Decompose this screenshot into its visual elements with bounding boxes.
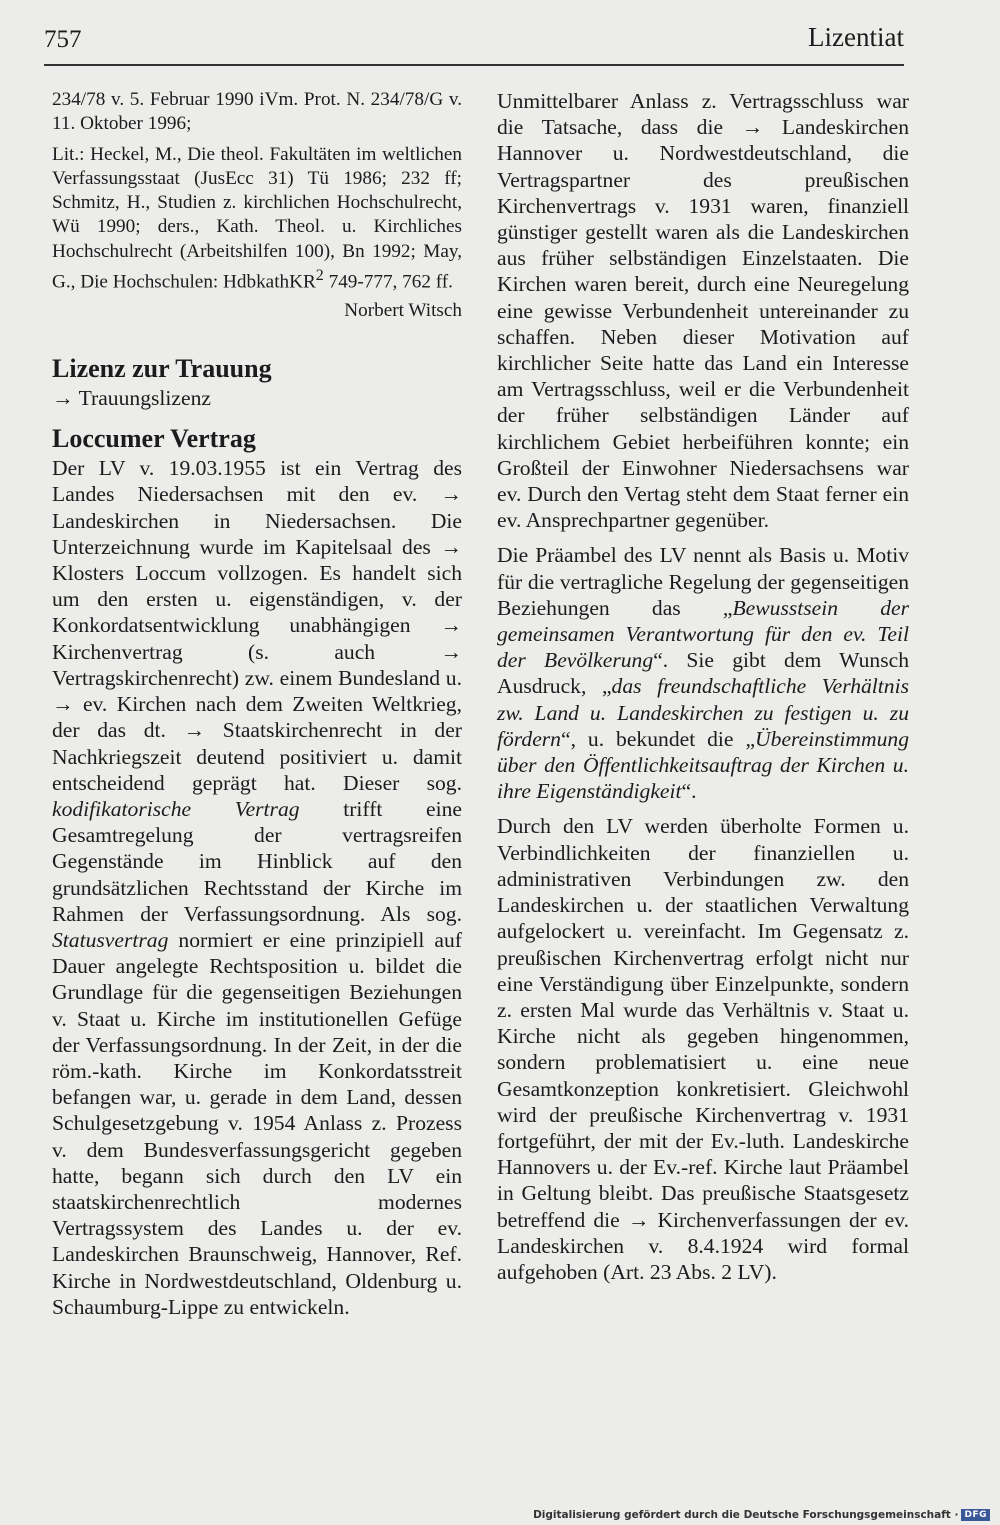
dfg-logo: DFG — [961, 1509, 990, 1521]
cross-reference[interactable]: → Trauungslizenz — [52, 386, 211, 411]
body-paragraph: Der LV v. 19.03.1955 ist ein Vertrag des Landes Niedersachsen mit den ev. → Landeskirchen in Niedersachsen. Die Unterzeichnung wurde im Kapitelsaal des → Klosters Loccum vollzogen. Es handelt sich um den ersten u. eigenständigen, v. der Konkordatsentwicklung unabhängigen → Kirchenvertrag (s. auch → Vertragskirchenrecht) zw. einem Bundesland u. → ev. Kirchen nach dem Zweiten Weltkrieg, der das dt. → Staatskirchenrecht in der Nachkriegszeit deutend positiviert u. damit entscheidend geprägt hat. Dieser sog. kodifikatorische Vertrag trifft eine Gesamtregelung der vertragsreifen Gegenstände im Hinblick auf den grundsätzlichen Rechtsstand der Kirche im Rahmen der Verfassungsordnung. Als sog. Statusvertrag normiert er eine prinzipiell auf Dauer angelegte Rechtsposition u. bildet die Grundlage für die gegenseitigen Beziehungen v. Staat u. Kirche im institutionellen Gefüge der Verfassungsordnung. In der Zeit, in der die röm.-kath. Kirche im Konkordatsstreit befangen war, u. gerade in dem Land, dessen Schulgesetzgebung v. 1954 Anlass z. Prozess v. dem Bundesverfassungsgericht gegeben hatte, begann sich durch den LV ein staatskirchenrechtlich modernes Vertragssystem des Landes u. der ev. Landeskirchen Braunschweig, Hannover, Ref. Kirche in Nordwestdeutschland, Oldenburg u. Schaumburg-Lippe zu entwickeln. — [52, 456, 462, 1319]
entry-heading-loccumer-vertrag: Loccumer Vertrag — [52, 424, 256, 454]
running-head: Lizentiat — [808, 22, 904, 52]
body-paragraph: Durch den LV werden überholte Formen u. Verbindlichkeiten der finanziellen u. administrativen Verbindungen zw. den Landeskirchen u. der staatlichen Verwaltung aufgelockert u. vereinfacht. Im Gegensatz z. preußischen Kirchenvertrag erfolgt nicht nur eine Verständigung über Einzelpunkte, sondern z. ersten Mal wurde das Verhältnis v. Staat u. Kirche nicht als gegeben hingenommen, sondern problematisiert u. eine neue Gesamtkonzeption konkretisiert. Gleichwohl wird der preußische Kirchenvertrag v. 1931 fortgeführt, der mit der Ev.-luth. Landeskirche Hannovers u. der Ev.-ref. Kirche laut Präambel in Geltung bleibt. Das preußische Staatsgesetz betreffend die → Kirchenverfassungen der ev. Landeskirchen v. 8.4.1924 wird formal aufgehoben (Art. 23 Abs. 2 LV). — [497, 814, 909, 1284]
entry-heading-lizenz: Lizenz zur Trauung — [52, 354, 272, 384]
author-signature: Norbert Witsch — [344, 299, 462, 321]
left-column — [52, 88, 462, 1320]
reference-text: 234/78 v. 5. Februar 1990 iVm. Prot. N. 234/78/G v. 11. Oktober 1996; — [52, 89, 462, 135]
header-rule — [44, 64, 904, 66]
body-paragraph: Die Präambel des LV nennt als Basis u. Motiv für die vertragliche Regelung der gegenseitigen Beziehungen das „Bewusstsein der gemeinsamen Verantwortung für den ev. Teil der Bevölkerung“. Sie gibt dem Wunsch Ausdruck, „das freundschaftliche Verhältnis zw. Land u. Landeskirchen zu festigen u. zu fördern“, u. bekundet die „Übereinstimmung über den Öffentlichkeitsauftrag der Kirchen u. ihre Eigenständigkeit“. — [497, 543, 910, 804]
page-number: 757 — [44, 26, 82, 53]
literature-text: Lit.: Heckel, M., Die theol. Fakultäten im weltlichen Verfassungsstaat (JusEcc 31) Tü 1986; 232 ff; Schmitz, H., Studien z. kirchlichen Hochschulrecht, Wü 1990; ders., Kath. Theol. u. Kirchliches Hochschulrecht (Arbeitshilfen 100), Bn 1992; May, G., Die Hochschulen: HdbkathKR$^2$ 749-777, 762 ff. — [52, 143, 462, 293]
right-column — [497, 88, 909, 1285]
digitization-footer — [533, 1509, 990, 1521]
footer-text: Digitalisierung gefördert durch die Deutsche Forschungsgemeinschaft · — [533, 1509, 959, 1521]
body-paragraph: Unmittelbarer Anlass z. Vertragsschluss war die Tatsache, dass die → Landeskirchen Hannover u. Nordwestdeutschland, die Vertragspartner des preußischen Kirchenvertrags v. 1931 waren, finanziell günstiger gestellt waren als die Landeskirchen aus früher selbständigen Einzelstaaten. Die Kirchen waren bereit, durch eine Neuregelung eine gewisse Verbundenheit untereinander zu schaffen. Neben dieser Motivation auf kirchlicher Seite hatte das Land ein Interesse am Vertragsschluss, weil er die Verbundenheit der früher selbständigen Länder auf kirchlichem Gebiet herbeiführen konnte; ein Großteil der Einwohner Niedersachsens war ev. Durch den Vertag steht dem Staat ferner ein ev. Ansprechpartner gegenüber. — [497, 89, 909, 533]
